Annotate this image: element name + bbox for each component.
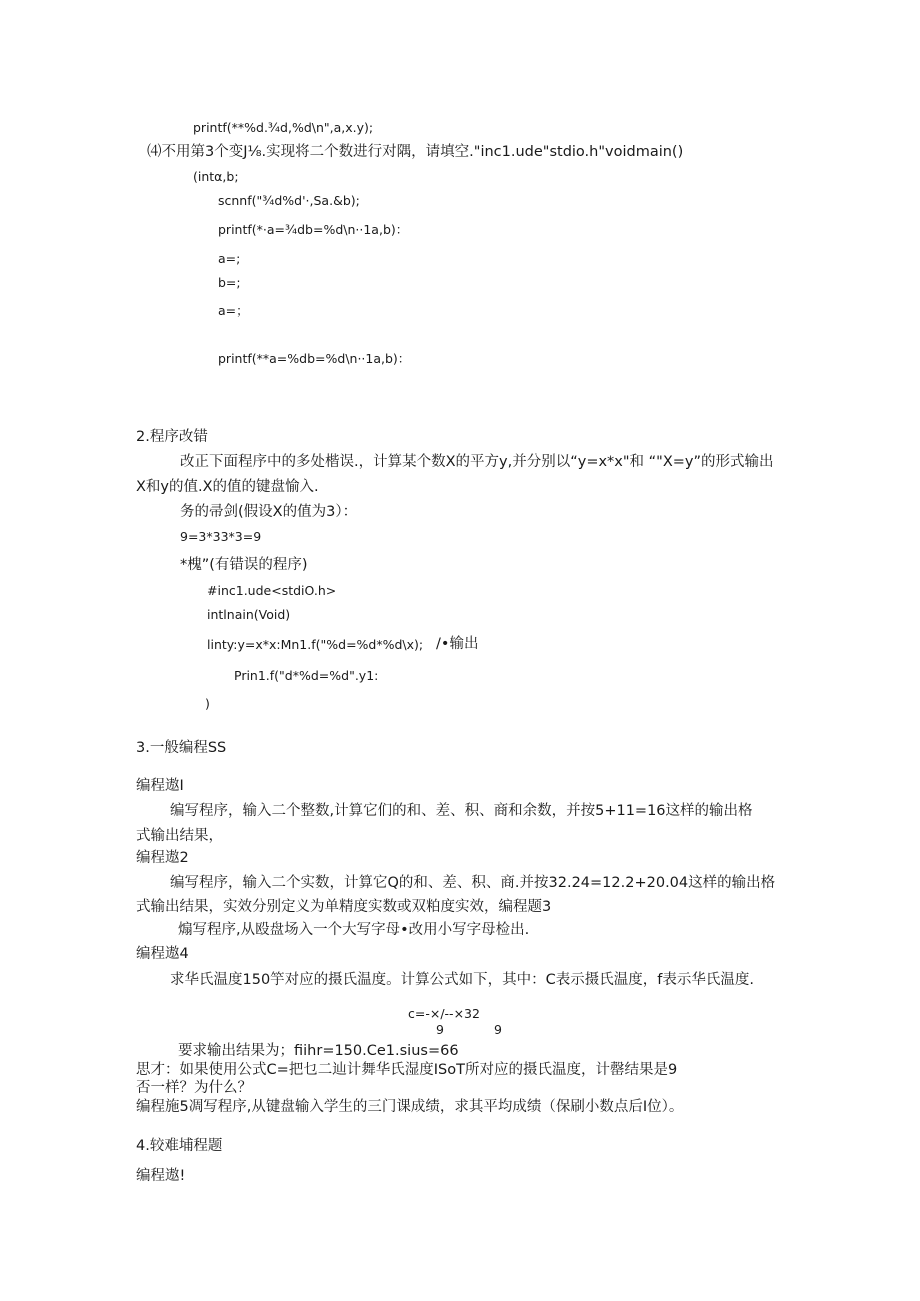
code-comment: /•输出 <box>436 636 479 652</box>
code-line-printf-top: printf(**%d.¾d,%d\n",a,x.y); <box>193 120 374 135</box>
code-line: a=； <box>218 303 249 318</box>
problem-1-label: 编程遨I <box>136 778 184 794</box>
formula-top: c=-×/--×32 <box>408 1006 480 1021</box>
example-value: 9=3*33*3=9 <box>180 529 262 544</box>
section-2-desc-line2: X和y的值.X的值的键盘愉入. <box>136 479 319 495</box>
formula-denominator-2: 9 <box>494 1022 502 1037</box>
think-line2: 否一样？为什么？ <box>136 1080 252 1096</box>
problem-4-line: 求华氏温度150竽对应的摄氏温度。计算公式如下，其中：C表示摄氏温度，f表示华氏温度. <box>170 972 755 988</box>
formula-denominator-1: 9 <box>436 1022 444 1037</box>
code-line: b=; <box>218 275 241 290</box>
code-line: printf(**a=%db=%d\n··1a,b)： <box>218 351 411 366</box>
example-label: 务的帚剑(假设X的值为3）： <box>180 504 358 520</box>
section-4-problem-1-label: 编程遨! <box>136 1168 186 1184</box>
section-3-heading: 3.一般编程SS <box>136 740 227 756</box>
section-2-heading: 2.程序改错 <box>136 429 208 445</box>
section-2-desc-line1: 改正下面程序中的多处楷误.，计算某个数X的平方y,并分别以“y=x*x"和 “"X=y”的形式输出 <box>180 454 774 470</box>
code-line: a=; <box>218 251 241 266</box>
problem-2-line1: 编写程序，输入二个实数，计算它Q的和、差、积、商.并按32.24=12.2+20.04这样的输出格 <box>170 875 776 891</box>
code-line: #inc1.ude<stdiO.h> <box>207 583 337 598</box>
code-line: printf(*·a=¾db=%d\n··1a,b)： <box>218 222 409 237</box>
problem-3-line: 煽写程序,从殴盘场入一个大写字母•改用小写字母检出. <box>178 922 530 938</box>
wrong-program-label: *槐”(有错误的程序) <box>180 557 308 573</box>
problem-1-line1: 编写程序，输入二个整数,计算它们的和、差、积、商和余数，并按5+11=16这样的输出格 <box>170 803 753 819</box>
think-line1: 思才：如果使用公式C=把乜二辿计舞华氏湿度ISoT所对应的摄氏温度，计罄结果是9 <box>136 1062 678 1078</box>
question-4-intro: ⑷不用第3个变J⅛.实现将二个数进行对隅，请填空."inc1.ude"stdio.h"voidmain() <box>147 144 684 160</box>
code-line: scnnf("¾d%d'·,Sa.&b); <box>218 193 360 208</box>
problem-4-requirement: 要求输出结果为；fiihr=150.Ce1.sius=66 <box>178 1043 459 1059</box>
code-line: (intα,b; <box>193 169 239 184</box>
code-line: intlnain(Void) <box>207 607 291 622</box>
problem-2-label: 编程遨2 <box>136 850 189 866</box>
code-line: linty:y=x*x:Mn1.f("%d=%d*%d\x); <box>207 637 424 652</box>
code-line: ) <box>205 696 210 711</box>
problem-2-line2: 式输出结果，实效分别定义为单精度实数或双粕度实效，编程题3 <box>136 899 552 915</box>
section-4-heading: 4.较难埔程题 <box>136 1138 223 1154</box>
problem-4-label: 编程遨4 <box>136 946 189 962</box>
code-line: Prin1.f("d*%d=%d".y1: <box>234 668 379 683</box>
problem-1-line2: 式输出结果， <box>136 828 223 844</box>
problem-5-line: 编程施5凋写程序,从键盘输入学生的三门课成绩，求其平均成绩（保刷小数点后I位）。 <box>136 1099 684 1115</box>
